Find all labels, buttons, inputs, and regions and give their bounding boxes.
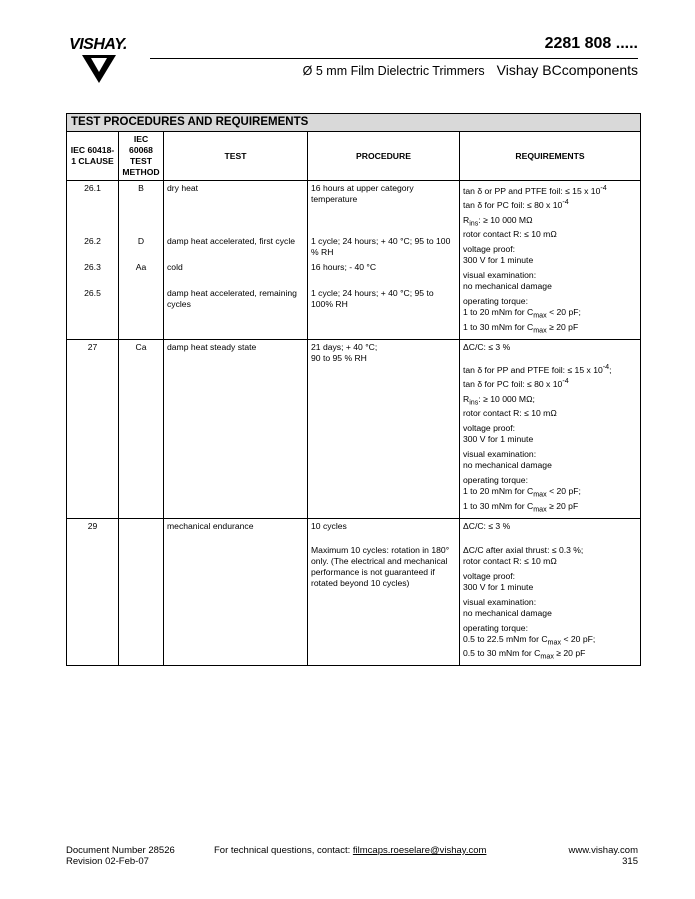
procedure-value: 16 hours; - 40 °C [311,262,377,272]
procedure-value: 1 cycle; 24 hours; + 40 °C; 95 to 100 % RH [311,236,451,257]
requirement-subscript: max [547,638,562,647]
clause-value: 26.3 [84,262,101,272]
document-number: Document Number 28526 [66,845,175,856]
requirement-exponent: -4 [562,376,569,385]
contact-email-link[interactable]: filmcaps.roeselare@vishay.com [352,845,487,856]
method-cell [119,518,164,665]
requirement-text: rotor contact R: ≤ 10 mΩ [463,229,557,240]
part-number: 2281 808 ..... [544,35,638,52]
header-test: TEST [164,132,308,181]
requirement-text: operating torque: [463,622,528,633]
requirement-text: 1 to 20 mNm for C [463,307,534,318]
test-value: damp heat accelerated, remaining cycles [167,288,297,309]
requirement-text: visual examination: [463,449,537,460]
header-rule [150,58,638,59]
test-procedures-table [66,113,641,666]
method-value: Aa [135,262,147,272]
requirement-text: no mechanical damage [463,281,552,292]
requirement-text: 300 V for 1 minute [463,255,534,266]
requirement-text: < 20 pF; [546,486,581,497]
header-requirements: REQUIREMENTS [460,132,641,181]
page-number: 315 [622,856,638,867]
requirement-text: operating torque: [463,296,528,307]
requirement-text: visual examination: [463,596,537,607]
requirements-cell [460,339,641,518]
requirement-subscript: max [533,326,547,335]
method-cell: Ca [119,339,164,518]
test-value: dry heat [167,183,199,193]
table-row [67,518,641,665]
procedure-value: 1 cycle; 24 hours; + 40 °C; 95 to 100% RH [311,288,434,309]
requirement-text: ΔC/C: ≤ 3 % [463,520,511,531]
requirement-text: < 20 pF; [546,307,581,318]
requirement-text: ΔC/C after axial thrust: ≤ 0.3 %; [463,544,584,555]
header-iec-method: IEC 60068 TEST METHOD [119,132,164,181]
test-value: cold [167,262,183,272]
clause-cell [67,181,119,340]
requirement-subscript: max [533,312,547,321]
procedure-cell [308,518,460,665]
requirement-text: tan δ for PC foil: ≤ 80 x 10 [463,378,563,389]
requirement-subscript: max [533,491,547,500]
requirement-text: voltage proof: [463,570,516,581]
procedure-cell [308,339,460,518]
header-procedure: PROCEDURE [308,132,460,181]
test-value: damp heat accelerated, first cycle [167,236,296,246]
vishay-logo [62,36,134,86]
procedure-value: 10 cycles [311,520,347,531]
footer-document-info [66,845,175,867]
logo-triangle-icon [82,55,116,83]
procedure-value: 90 to 95 % RH [311,352,367,363]
requirement-text: voltage proof: [463,423,516,434]
footer-site-info [568,845,638,867]
requirement-exponent: -4 [562,197,569,206]
requirement-text: tan δ or PP and PTFE foil: ≤ 15 x 10 [463,185,601,196]
requirement-text: ≥ 20 pF [546,322,579,333]
procedure-value: Maximum 10 cycles: rotation in 180° only. (The electrical and mechanical performance is not guaranteed if rotated beyond 10 cycles) [311,544,450,588]
clause-value: 26.5 [84,288,101,298]
requirement-text: 300 V for 1 minute [463,581,534,592]
procedure-cell [308,181,460,340]
requirement-subscript: ins [469,398,479,407]
requirement-text: R [463,214,470,225]
clause-cell: 29 [67,518,119,665]
requirement-text: voltage proof: [463,244,516,255]
requirement-text: 300 V for 1 minute [463,434,534,445]
requirement-text: : ≥ 10 000 MΩ; [478,393,535,404]
requirement-exponent: -4 [602,362,610,371]
method-value: D [137,236,145,246]
test-cell: mechanical endurance [164,518,308,665]
requirement-text: R [463,393,470,404]
method-cell [119,181,164,340]
requirement-text: < 20 pF; [561,633,596,644]
requirement-text: rotor contact R: ≤ 10 mΩ [463,408,557,419]
requirement-text: ΔC/C: ≤ 3 % [463,341,511,352]
page-subtitle [303,62,638,78]
requirement-text: ≥ 20 pF [553,648,586,659]
revision: Revision 02-Feb-07 [66,856,149,867]
method-value: B [138,183,144,193]
requirements-cell [460,518,641,665]
requirement-text: 1 to 30 mNm for C [463,501,534,512]
requirement-text: tan δ for PP and PTFE foil: ≤ 15 x 10 [463,364,603,375]
requirement-text: visual examination: [463,270,537,281]
requirement-text: ≥ 20 pF [546,501,579,512]
requirement-text: ; [609,364,612,375]
requirement-exponent: -4 [600,184,607,192]
header-iec-clause: IEC 60418-1 CLAUSE [67,132,119,181]
brand-name: VISHAY. [69,36,127,53]
requirement-text: 0.5 to 30 mNm for C [463,648,541,659]
table-row [67,339,641,518]
requirement-text: : ≥ 10 000 MΩ [478,214,533,225]
requirement-text: no mechanical damage [463,460,552,471]
requirement-text: 1 to 20 mNm for C [463,486,534,497]
table-title: TEST PROCEDURES AND REQUIREMENTS [67,114,641,132]
contact-label: For technical questions, contact: [214,845,353,856]
product-description: Ø 5 mm Film Dielectric Trimmers [302,64,485,78]
requirement-text: rotor contact R: ≤ 10 mΩ [463,555,557,566]
website-link[interactable]: www.vishay.com [568,845,638,856]
procedure-value: 16 hours at upper category temperature [311,183,414,204]
requirement-text: 1 to 30 mNm for C [463,322,534,333]
clause-value: 26.2 [84,236,101,246]
procedure-value: 21 days; + 40 °C; [311,341,378,352]
requirement-text: no mechanical damage [463,607,552,618]
clause-cell: 27 [67,339,119,518]
table-row [67,181,641,340]
requirement-subscript: max [533,505,547,514]
test-cell [164,181,308,340]
division-name: Vishay BCcomponents [496,62,638,78]
requirements-cell [460,181,641,340]
requirement-text: 0.5 to 22.5 mNm for C [463,633,548,644]
requirement-text: operating torque: [463,475,528,486]
test-cell: damp heat steady state [164,339,308,518]
footer-contact [214,845,486,856]
clause-value: 26.1 [84,183,101,193]
requirement-subscript: ins [469,219,479,228]
requirement-text: tan δ for PC foil: ≤ 80 x 10 [463,199,563,210]
requirement-subscript: max [540,653,554,662]
